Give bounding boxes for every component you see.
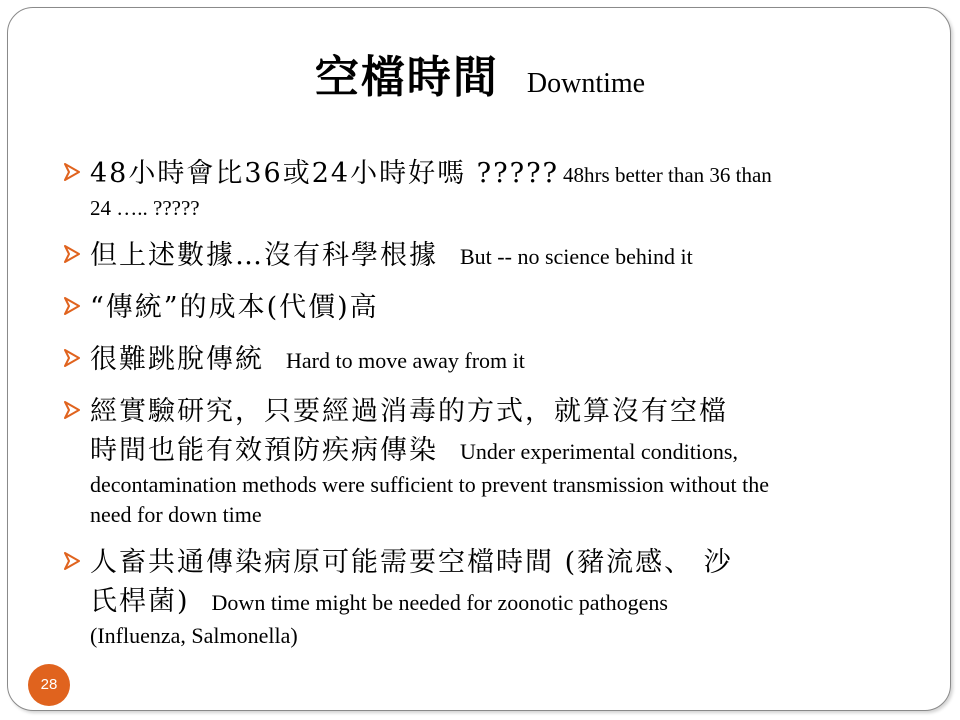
bullet-5-english-line2: decontamination methods were sufficient to prevent transmission without the <box>90 472 770 497</box>
title-chinese: 空檔時間 <box>314 52 499 103</box>
bullet-4-chinese: 很難跳脫傳統 <box>90 344 264 375</box>
bullet-item <box>64 340 922 379</box>
bullet-item <box>64 154 922 223</box>
arrow-bullet-icon <box>64 552 80 570</box>
bullet-5-chinese-line2: 時間也能有效預防疾病傳染 <box>90 435 438 466</box>
arrow-bullet-icon <box>64 401 80 419</box>
bullet-6-chinese-line1: 人畜共通傳染病原可能需要空檔時間 (豬流感、 沙 <box>90 547 733 578</box>
bullet-6-english-line2: (Influenza, Salmonella) <box>90 623 298 648</box>
bullet-4-english: Hard to move away from it <box>286 348 525 373</box>
page-number-badge: 28 <box>28 664 70 706</box>
bullet-3-chinese: “傳統”的成本(代價)高 <box>90 292 379 323</box>
bullet-5-english-line3: need for down time <box>90 502 262 527</box>
bullet-1-chinese: 48小時會比36或24小時好嗎 ????? <box>90 158 560 189</box>
bullet-item <box>64 236 922 275</box>
slide <box>7 7 951 711</box>
bullet-list <box>64 154 922 664</box>
bullet-1-english-line1: 48hrs better than 36 than <box>563 163 772 187</box>
arrow-bullet-icon <box>64 297 80 315</box>
bullet-item <box>64 392 922 530</box>
bullet-2-chinese: 但上述數據…沒有科學根據 <box>90 240 438 271</box>
arrow-bullet-icon <box>64 245 80 263</box>
bullet-item <box>64 288 922 327</box>
bullet-5-chinese-line1: 經實驗研究，只要經過消毒的方式，就算沒有空檔 <box>90 396 728 427</box>
slide-title <box>8 52 951 103</box>
arrow-bullet-icon <box>64 163 80 181</box>
bullet-6-english-line1: Down time might be needed for zoonotic pathogens <box>211 590 668 615</box>
bullet-item <box>64 543 922 651</box>
bullet-5-english-line1: Under experimental conditions, <box>460 439 738 464</box>
title-english: Downtime <box>526 68 646 99</box>
arrow-bullet-icon <box>64 349 80 367</box>
bullet-2-english: But -- no science behind it <box>460 244 693 269</box>
bullet-1-english-line2: 24 ….. ????? <box>90 196 200 220</box>
bullet-6-chinese-line2: 氏桿菌) <box>90 586 190 617</box>
